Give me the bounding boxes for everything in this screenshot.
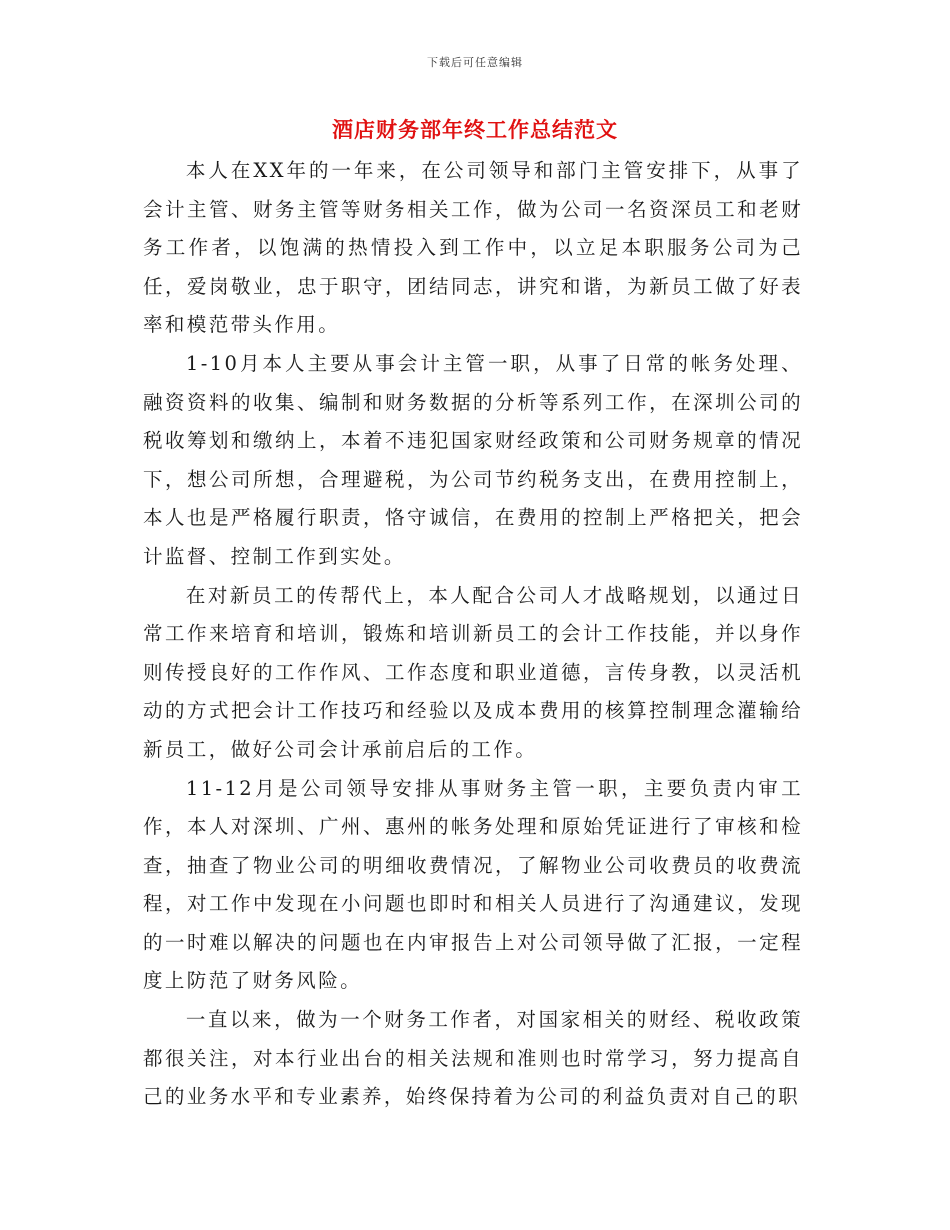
header-note: 下载后可任意编辑 bbox=[427, 56, 523, 69]
document-title: 酒店财务部年终工作总结范文 bbox=[332, 117, 618, 142]
paragraph-4: 11-12月是公司领导安排从事财务主管一职，主要负责内审工作，本人对深圳、广州、惠州的帐务处理和原始凭证进行了审核和检查，抽查了物业公司的明细收费情况，了解物业公司收费员的收费流程，对工作中发现在小问题也即时和相关人员进行了沟通建议，发现的一时难以解决的问题也在内审报告上对公司领导做了汇报，一定程度上防范了财务风险。 bbox=[143, 776, 803, 993]
paragraph-2: 1-10月本人主要从事会计主管一职，从事了日常的帐务处理、融资资料的收集、编制和财务数据的分析等系列工作，在深圳公司的税收筹划和缴纳上，本着不违犯国家财经政策和公司财务规章的情况下，想公司所想，合理避税，为公司节约税务支出，在费用控制上，本人也是严格履行职责，恪守诚信，在费用的控制上严格把关，把会计监督、控制工作到实处。 bbox=[143, 351, 803, 568]
paragraph-1: 本人在XX年的一年来，在公司领导和部门主管安排下，从事了会计主管、财务主管等财务相关工作，做为公司一名资深员工和老财务工作者，以饱满的热情投入到工作中，以立足本职服务公司为己任，爱岗敬业，忠于职守，团结同志，讲究和谐，为新员工做了好表率和模范带头作用。 bbox=[143, 159, 803, 337]
paragraph-5: 一直以来，做为一个财务工作者，对国家相关的财经、税收政策都很关注，对本行业出台的相关法规和准则也时常学习，努力提高自己的业务水平和专业素养，始终保持着为公司的利益负责对自己的职 bbox=[143, 1008, 803, 1109]
document-body bbox=[143, 152, 803, 1117]
paragraph-3: 在对新员工的传帮代上，本人配合公司人才战略规划，以通过日常工作来培育和培训，锻炼和培训新员工的会计工作技能，并以身作则传授良好的工作作风、工作态度和职业道德，言传身教，以灵活机动的方式把会计工作技巧和经验以及成本费用的核算控制理念灌输给新员工，做好公司会计承前启后的工作。 bbox=[143, 583, 803, 761]
